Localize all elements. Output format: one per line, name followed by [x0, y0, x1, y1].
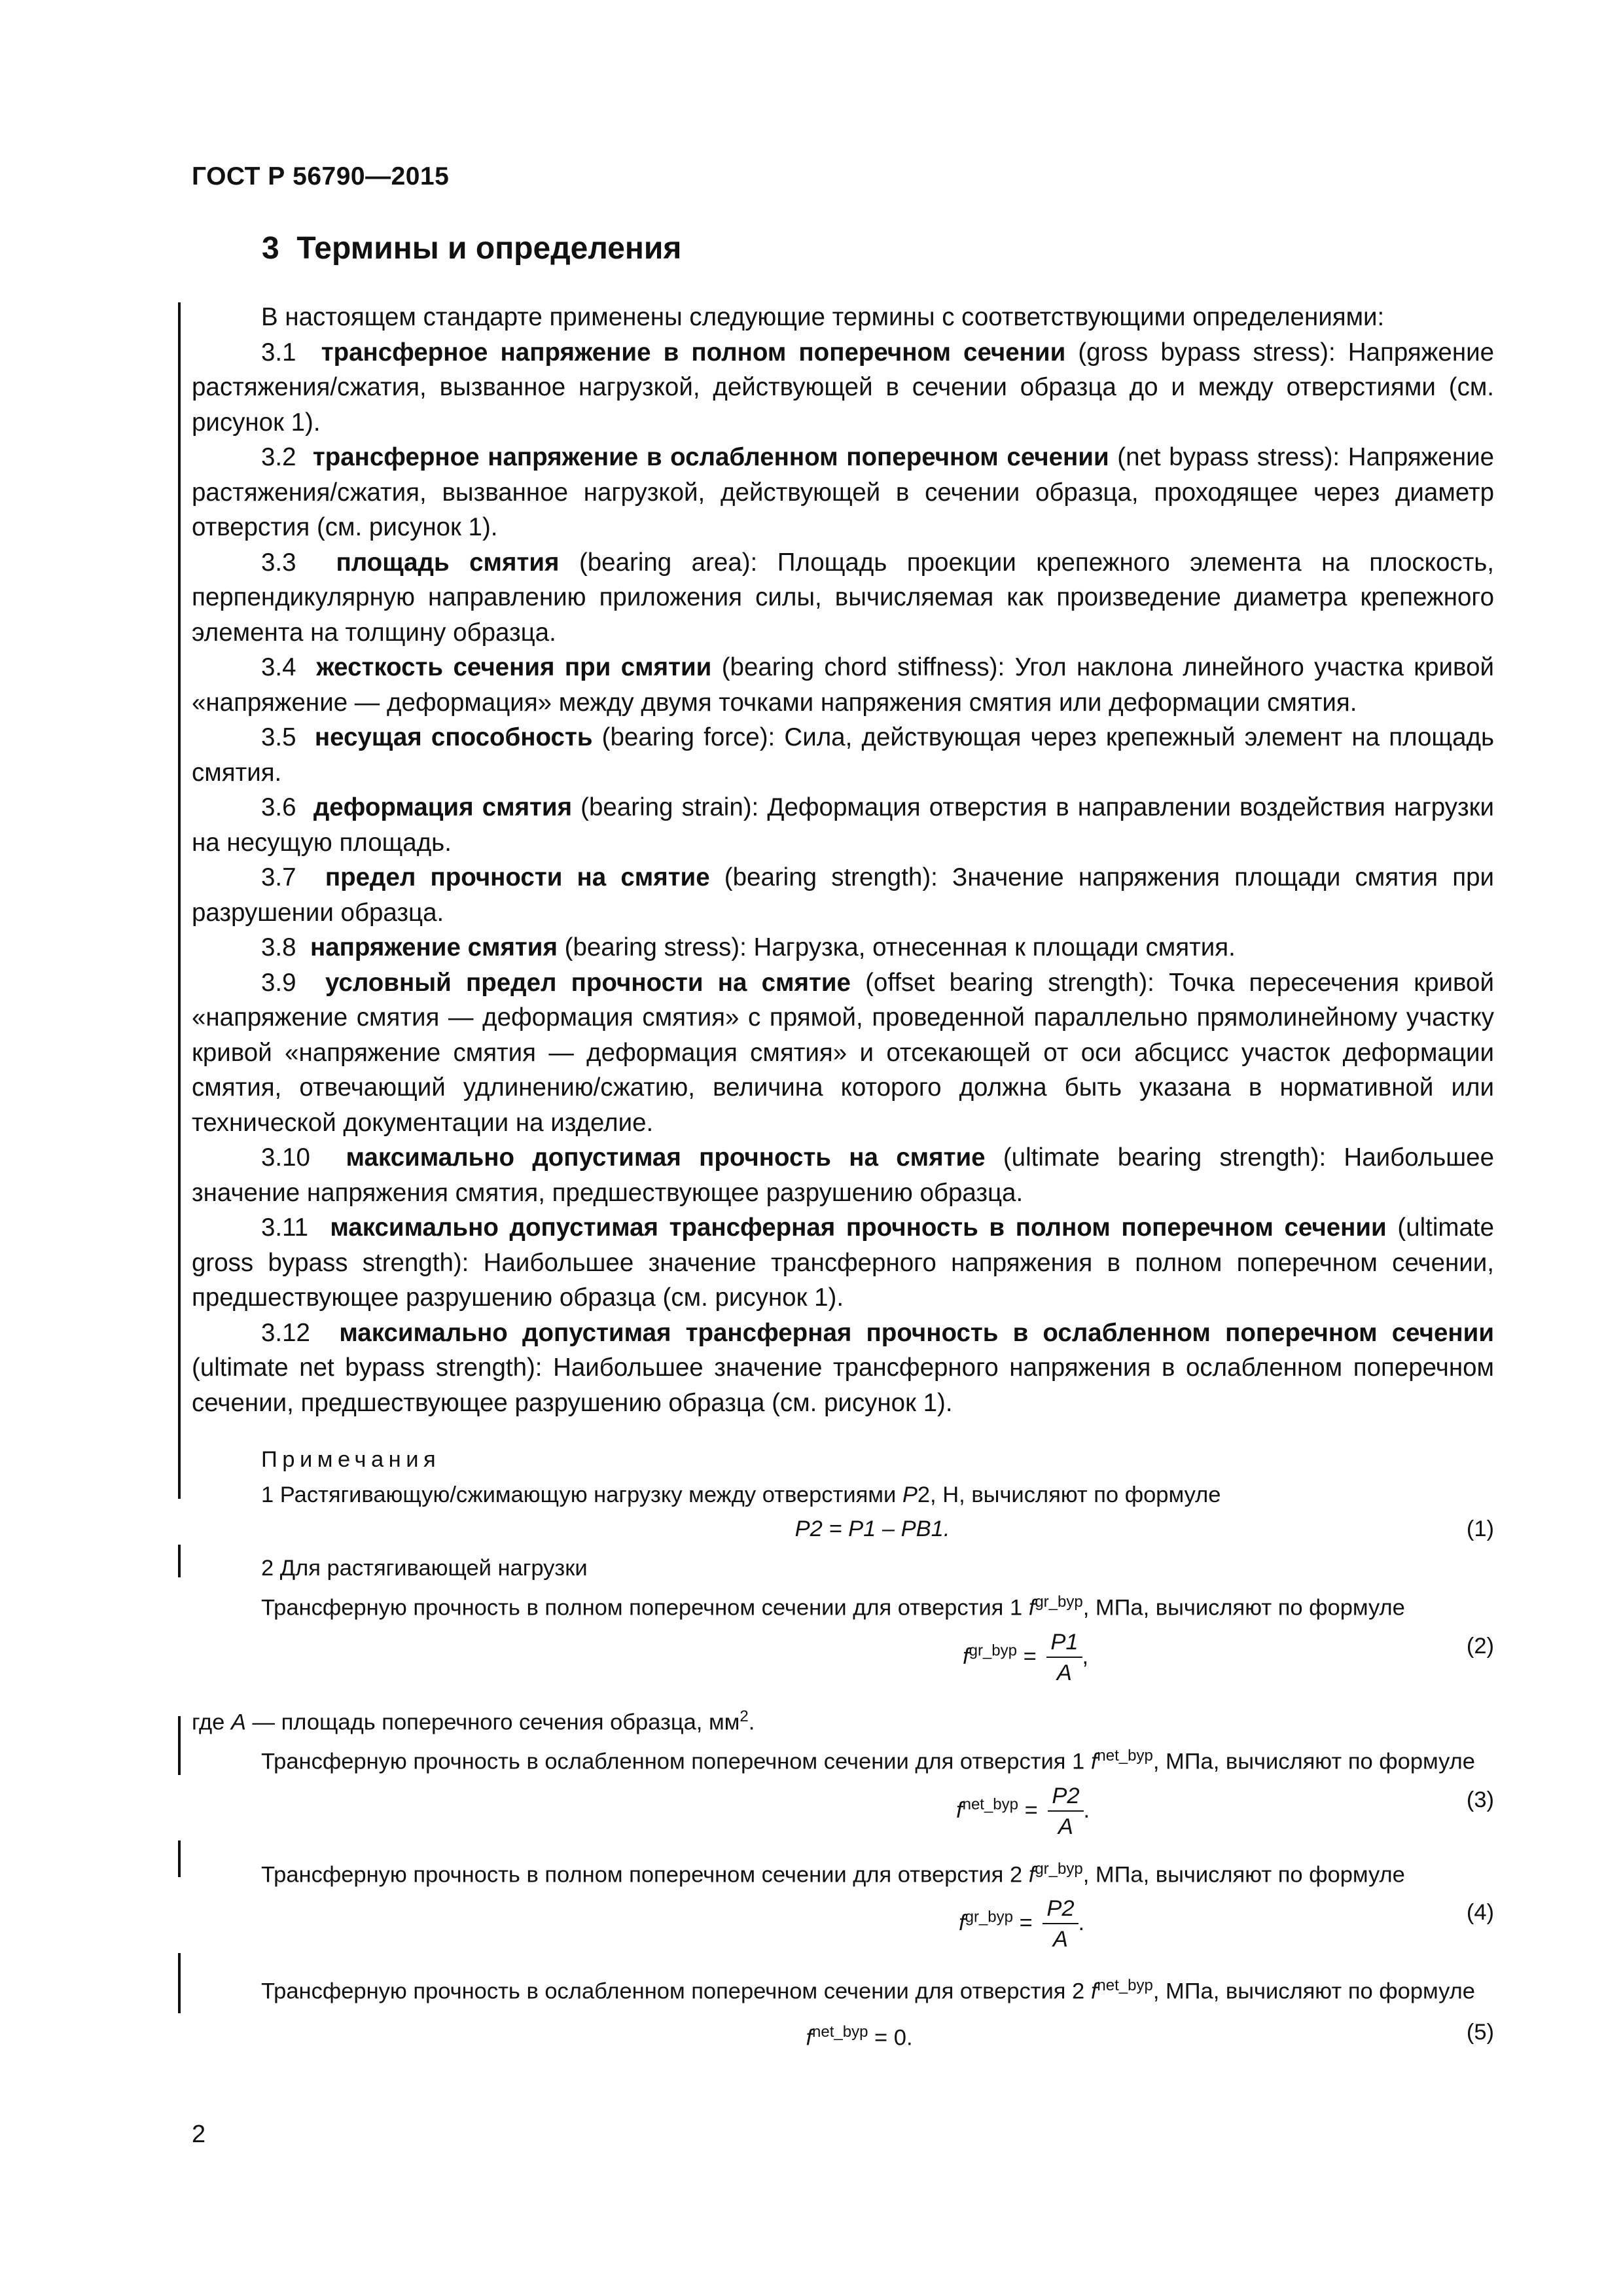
- intro-paragraph: В настоящем стандарте применены следующие термины с соответствующими определениями:: [261, 303, 1385, 331]
- term-name: несущая способность: [314, 723, 593, 751]
- formula-4-number: (4): [1466, 1900, 1494, 1925]
- where-line: где A — площадь поперечного сечения образца, $мм^2$.: [192, 1707, 755, 1734]
- term-name: предел прочности на смятие: [325, 863, 710, 891]
- term-definition: 3.11 максимально допустимая трансферная прочность в полном поперечном сечении (ultimate gross bypass strength): Наибольшее значение трансферного напряжения в полном поперечном сечении, предшествующее разрушению образца (см. рисунок 1).: [192, 1213, 1494, 1312]
- term-definition: 3.1 трансферное напряжение в полном поперечном сечении (gross bypass stress): Напряжение растяжения/сжатия, вызванное нагрузкой, действующей в сечении образца до и между отверстиями (см. рисунок 1).: [192, 338, 1494, 437]
- note-1: 1 Растягивающую/сжимающую нагрузку между отверстиями P2, Н, вычисляют по формуле: [261, 1482, 1221, 1507]
- terms-section: [192, 300, 1494, 1420]
- formula-5-number: (5): [1466, 2019, 1494, 2045]
- term-definition: 3.12 максимально допустимая трансферная прочность в ослабленном поперечном сечении (ultimate net bypass strength): Наибольшее значение трансферного напряжения в ослабленном поперечном сечении, предшествующее разрушению образца (см. рисунок 1).: [192, 1318, 1494, 1417]
- term-definition: 3.4 жесткость сечения при смятии (bearing chord stiffness): Угол наклона линейного участка кривой «напряжение — деформация» между двумя точками напряжения смятия или деформации смятия.: [192, 653, 1494, 717]
- note-2: 2 Для растягивающей нагрузки: [261, 1556, 588, 1581]
- term-name: площадь смятия: [336, 548, 560, 577]
- term-definition: 3.10 максимально допустимая прочность на смятие (ultimate bearing strength): Наибольшее значение напряжения смятия, предшествующее разрушению образца.: [192, 1143, 1495, 1207]
- terms-list: [192, 335, 1494, 1421]
- term-name: напряжение смятия: [310, 933, 558, 961]
- note-2-text-2: Трансферную прочность в ослабленном поперечном сечении для отверстия 1 $f^{net\_byp}$, МПа, вычисляют по формуле: [261, 1747, 1475, 1774]
- term-name: трансферное напряжение в полном поперечном сечении: [321, 338, 1066, 367]
- term-definition: 3.6 деформация смятия (bearing strain): Деформация отверстия в направлении воздействия нагрузки на несущую площадь.: [192, 793, 1494, 857]
- revision-bar: [178, 1545, 181, 1577]
- term-name: условный предел прочности на смятие: [325, 968, 851, 997]
- term-definition: 3.8 напряжение смятия (bearing stress): Нагрузка, отнесенная к площади смятия.: [261, 933, 1236, 961]
- formula-1-number: (1): [1466, 1516, 1494, 1541]
- fraction: $\frac{P2}{A}$: [1043, 1894, 1078, 1954]
- document-header: ГОСТ Р 56790—2015: [192, 162, 450, 190]
- term-name: жесткость сечения при смятии: [316, 653, 712, 681]
- term-name: деформация смятия: [313, 793, 573, 821]
- formula-3-number: (3): [1466, 1787, 1494, 1812]
- formula-5: $f^{net\_byp} = 0$. (5): [192, 2015, 1494, 2054]
- term-definition: 3.5 несущая способность (bearing force): Сила, действующая через крепежный элемент на площадь смятия.: [192, 723, 1494, 787]
- revision-bar: [178, 1716, 181, 1775]
- revision-bar: [178, 1953, 181, 2013]
- section-number: 3: [262, 231, 279, 266]
- term-definition: 3.9 условный предел прочности на смятие (offset bearing strength): Точка пересечения кривой «напряжение смятия — деформация смятия» с прямой, проведенной параллельно прямолинейному участку кривой «напряжение смятия — деформация смятия» и отсекающей от оси абсцисс участок деформации смятия, отвечающий удлинению/сжатию, величина которого должна быть указана в нормативной или технической документации на изделие.: [192, 968, 1494, 1137]
- formula-1-expression: P2 = P1 – PB1.: [794, 1516, 950, 1541]
- term-name: максимально допустимая прочность на смятие: [346, 1143, 986, 1172]
- page-number: 2: [192, 2121, 206, 2148]
- formula-4: $f^{gr\_byp}$ = $\frac{P2}{A}$ . (4): [192, 1892, 1494, 1962]
- term-name: трансферное напряжение в ослабленном поперечном сечении: [312, 443, 1109, 471]
- formula-3: $f^{net\_byp}$ = $\frac{P2}{A}$ . (3): [192, 1779, 1494, 1850]
- formula-2: $f^{gr\_byp}$ = $\frac{P1}{A}$ , (2): [192, 1625, 1494, 1696]
- revision-bar: [178, 302, 181, 1499]
- notes-heading: Примечания: [261, 1447, 441, 1472]
- term-name: максимально допустимая трансферная прочность в полном поперечном сечении: [330, 1213, 1387, 1242]
- fraction: $\frac{P1}{A}$: [1046, 1628, 1082, 1688]
- note-2-text-1: Трансферную прочность в полном поперечном сечении для отверстия 1 $f^{gr\_byp}$, МПа, вычисляют по формуле: [261, 1593, 1405, 1621]
- term-definition: 3.3 площадь смятия (bearing area): Площадь проекции крепежного элемента на плоскость, перпендикулярную направлению приложения силы, вычисляемая как произведение диаметра крепежного элемента на толщину образца.: [192, 548, 1494, 647]
- section-title: [262, 230, 681, 266]
- formula-2-number: (2): [1466, 1633, 1494, 1659]
- term-definition: 3.2 трансферное напряжение в ослабленном поперечном сечении (net bypass stress): Напряжение растяжения/сжатия, вызванное нагрузкой, действующей в сечении образца, проходящее через диаметр отверстия (см. рисунок 1).: [192, 443, 1494, 541]
- note-2-text-3: Трансферную прочность в полном поперечном сечении для отверстия 2 $f^{gr\_byp}$, МПа, вычисляют по формуле: [261, 1859, 1405, 1887]
- fraction: $\frac{P2}{A}$: [1048, 1782, 1083, 1842]
- term-definition: 3.7 предел прочности на смятие (bearing strength): Значение напряжения площади смятия при разрушении образца.: [192, 863, 1494, 927]
- notes-section: [192, 1443, 1494, 2054]
- revision-bar: [178, 1840, 181, 1877]
- term-name: максимально допустимая трансферная прочность в ослабленном поперечном сечении: [339, 1318, 1494, 1347]
- note-2-text-4: Трансферную прочность в ослабленном поперечном сечении для отверстия 2 $f^{net\_byp}$, МПа, вычисляют по формуле: [261, 1977, 1475, 2004]
- section-title-text: Термины и определения: [296, 231, 682, 266]
- formula-1: [192, 1512, 1494, 1551]
